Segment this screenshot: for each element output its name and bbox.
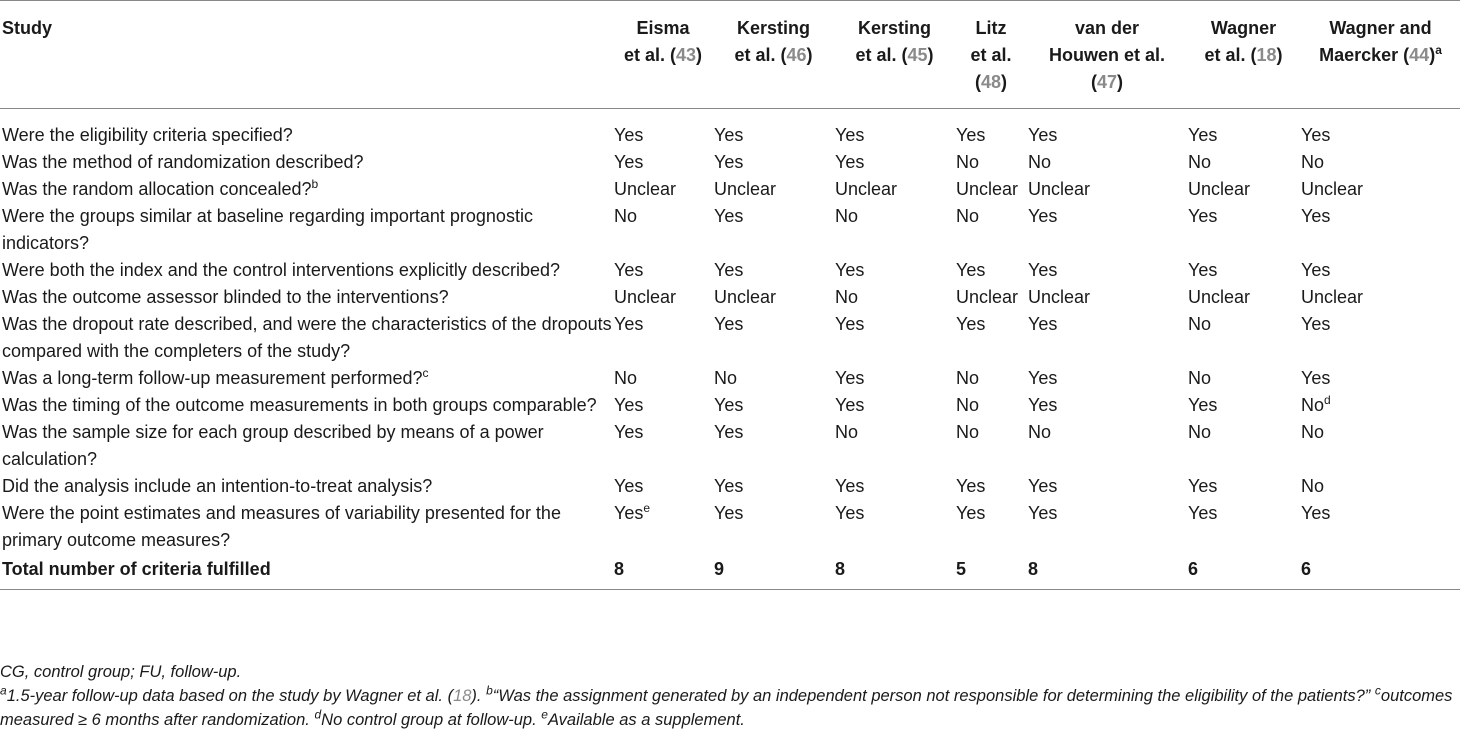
rating-cell: Yes — [1028, 260, 1058, 280]
table-row — [0, 419, 1460, 473]
rating-cell: Yes — [714, 260, 744, 280]
rating-cell: No — [1301, 422, 1325, 442]
rating-cell: Unclear — [956, 287, 1019, 307]
rating-cell: Yes$^e$ — [614, 501, 651, 523]
total-value: 9 — [712, 554, 833, 590]
rating-cell: Unclear — [1301, 179, 1364, 199]
rating-cell: Yes — [1188, 503, 1218, 523]
criterion-cell: Was the method of randomization described? — [2, 152, 364, 172]
rating-cell: Yes — [835, 368, 865, 388]
study-header: Study — [0, 1, 612, 109]
rating-cell: Yes — [714, 125, 744, 145]
study-column-header: Wagner et al. (18) — [1186, 1, 1299, 109]
rating-cell: Yes — [614, 152, 644, 172]
rating-cell: No — [1188, 314, 1212, 334]
total-value: 8 — [1026, 554, 1186, 590]
rating-cell: No$^d$ — [1301, 393, 1331, 415]
table-row — [0, 392, 1460, 419]
total-value: 6 — [1186, 554, 1299, 590]
criterion-cell: Was the sample size for each group described by means of a power calculation? — [2, 422, 544, 469]
rating-cell: No — [956, 368, 980, 388]
criterion-cell: Was the timing of the outcome measurements in both groups comparable? — [2, 395, 597, 415]
rating-cell: Yes — [714, 476, 744, 496]
criterion-cell: Was the random allocation concealed?$^b$ — [2, 177, 319, 199]
table-body — [0, 109, 1460, 590]
footnote-ref-link[interactable]: 18 — [453, 687, 472, 705]
study-column-header: Kersting et al. (45) — [833, 1, 954, 109]
header-row — [0, 1, 1460, 109]
table-notes — [0, 660, 1460, 732]
reference-link[interactable]: 44 — [1409, 45, 1430, 65]
table-row — [0, 109, 1460, 150]
rating-cell: No — [956, 422, 980, 442]
rating-cell: Yes — [835, 125, 865, 145]
rating-cell: No — [714, 368, 738, 388]
rating-cell: Unclear — [614, 287, 677, 307]
criterion-cell: Was a long-term follow-up measurement performed?$^c$ — [2, 366, 429, 388]
rating-cell: Unclear — [714, 287, 777, 307]
rating-cell: Unclear — [1028, 287, 1091, 307]
footnotes: $^a$1.5-year follow-up data based on the study by Wagner et al. (18). $^b$“Was the assignment generated by an independent person not responsible for determining the eligibility of the patients?” $^c$outcomes measured ≥ 6 months after randomization. $^d$No control group at follow-up. $^e$Available as a supplement. — [0, 683, 1453, 729]
rating-cell: Yes — [614, 422, 644, 442]
rating-cell: Yes — [614, 476, 644, 496]
abbreviations-note: CG, control group; FU, follow-up. — [0, 663, 242, 681]
rating-cell: No — [835, 422, 859, 442]
rating-cell: Yes — [1028, 476, 1058, 496]
rating-cell: No — [1188, 368, 1212, 388]
reference-link[interactable]: 48 — [980, 72, 1002, 92]
table-row — [0, 500, 1460, 554]
rating-cell: Unclear — [614, 179, 677, 199]
rating-cell: Yes — [1301, 260, 1331, 280]
criterion-cell: Were the point estimates and measures of variability presented for the primary outcome measures? — [2, 503, 561, 550]
rating-cell: Unclear — [1301, 287, 1364, 307]
rating-cell: Yes — [1301, 125, 1331, 145]
rating-cell: Yes — [835, 395, 865, 415]
rating-cell: Yes — [1028, 368, 1058, 388]
rating-cell: Yes — [956, 314, 986, 334]
rating-cell: No — [956, 152, 980, 172]
rating-cell: Yes — [835, 260, 865, 280]
rating-cell: Yes — [835, 314, 865, 334]
rating-cell: No — [614, 368, 638, 388]
rating-cell: No — [835, 287, 859, 307]
study-column-header: Kersting et al. (46) — [712, 1, 833, 109]
table-row — [0, 203, 1460, 257]
rating-cell: Yes — [714, 422, 744, 442]
rating-cell: Unclear — [1188, 287, 1251, 307]
rating-cell: Yes — [956, 503, 986, 523]
rating-cell: Yes — [714, 152, 744, 172]
rating-cell: No — [1188, 152, 1212, 172]
study-column-header: Eisma et al. (43) — [612, 1, 712, 109]
rating-cell: Yes — [714, 395, 744, 415]
rating-cell: Yes — [1028, 125, 1058, 145]
rating-cell: Yes — [1188, 260, 1218, 280]
rating-cell: Yes — [614, 125, 644, 145]
rating-cell: Yes — [1188, 476, 1218, 496]
rating-cell: Yes — [1028, 206, 1058, 226]
table-row — [0, 365, 1460, 392]
rating-cell: Yes — [1301, 206, 1331, 226]
rating-cell: Yes — [835, 476, 865, 496]
table-row — [0, 149, 1460, 176]
total-value: 8 — [612, 554, 712, 590]
criterion-cell: Were the groups similar at baseline regarding important prognostic indicators? — [2, 206, 533, 253]
study-column-header: Wagner and Maercker $(44)^a$ — [1299, 1, 1460, 109]
rating-cell: No — [1301, 152, 1325, 172]
rating-cell: Yes — [1028, 503, 1058, 523]
rating-cell: Yes — [1028, 395, 1058, 415]
rating-cell: Yes — [614, 314, 644, 334]
rating-cell: Yes — [1188, 125, 1218, 145]
table-row — [0, 257, 1460, 284]
criterion-cell: Was the dropout rate described, and were the characteristics of the dropouts compared with the completers of the study? — [2, 314, 612, 361]
total-value: 5 — [954, 554, 1026, 590]
rating-cell: Yes — [714, 503, 744, 523]
rating-cell: Yes — [835, 152, 865, 172]
rating-cell: Yes — [1188, 206, 1218, 226]
rating-cell: No — [1028, 152, 1052, 172]
rating-cell: No — [956, 395, 980, 415]
rating-cell: Yes — [1188, 395, 1218, 415]
rating-cell: No — [956, 206, 980, 226]
rating-cell: Yes — [614, 395, 644, 415]
total-label: Total number of criteria fulfilled — [0, 554, 612, 590]
rating-cell: Yes — [614, 260, 644, 280]
criterion-cell: Did the analysis include an intention-to-treat analysis? — [2, 476, 433, 496]
rating-cell: Unclear — [1028, 179, 1091, 199]
reference-link[interactable]: 46 — [786, 45, 807, 65]
rating-cell: Yes — [714, 314, 744, 334]
rating-cell: Yes — [1301, 314, 1331, 334]
table-row — [0, 473, 1460, 500]
rating-cell: Unclear — [835, 179, 898, 199]
rating-cell: Yes — [1301, 368, 1331, 388]
rating-cell: Yes — [1028, 314, 1058, 334]
total-value: 8 — [833, 554, 954, 590]
rating-cell: No — [1028, 422, 1052, 442]
rating-cell: Unclear — [956, 179, 1019, 199]
reference-link[interactable]: 45 — [907, 45, 928, 65]
total-value: 6 — [1299, 554, 1460, 590]
reference-link[interactable]: 43 — [675, 45, 697, 65]
table-row — [0, 284, 1460, 311]
criterion-cell: Were both the index and the control interventions explicitly described? — [2, 260, 560, 280]
rating-cell: No — [835, 206, 859, 226]
reference-link[interactable]: 18 — [1256, 45, 1277, 65]
study-column-header: Litz et al. (48) — [954, 1, 1026, 109]
rating-cell: Unclear — [1188, 179, 1251, 199]
criterion-cell: Was the outcome assessor blinded to the interventions? — [2, 287, 449, 307]
rating-cell: Yes — [835, 503, 865, 523]
total-row — [0, 554, 1460, 590]
rating-cell: No — [1301, 476, 1325, 496]
reference-link[interactable]: 47 — [1096, 72, 1118, 92]
rating-cell: Yes — [714, 206, 744, 226]
rating-cell: Yes — [956, 125, 986, 145]
study-column-header: van der Houwen et al. (47) — [1026, 1, 1186, 109]
rating-cell: Unclear — [714, 179, 777, 199]
table-row — [0, 176, 1460, 203]
table-row — [0, 311, 1460, 365]
criterion-cell: Were the eligibility criteria specified? — [2, 125, 293, 145]
rating-cell: Yes — [956, 476, 986, 496]
rating-cell: No — [614, 206, 638, 226]
rating-cell: Yes — [1301, 503, 1331, 523]
rating-cell: Yes — [956, 260, 986, 280]
rating-cell: No — [1188, 422, 1212, 442]
